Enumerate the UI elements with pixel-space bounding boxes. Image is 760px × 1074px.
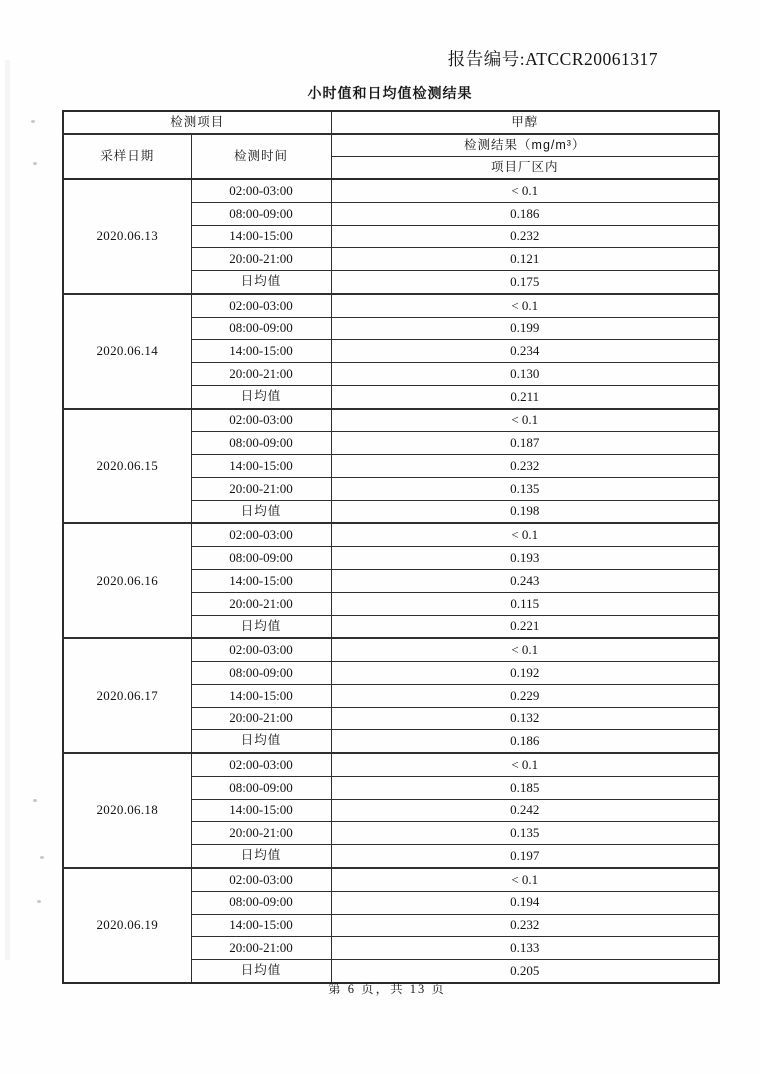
result-value-cell: 0.192 <box>331 662 719 685</box>
result-value-cell: < 0.1 <box>331 868 719 891</box>
time-slot-cell: 20:00-21:00 <box>191 477 331 500</box>
result-value-cell: 0.187 <box>331 432 719 455</box>
scan-artifact <box>33 799 37 802</box>
daily-average-label-cell: 日均值 <box>191 730 331 753</box>
time-slot-cell: 14:00-15:00 <box>191 340 331 363</box>
time-slot-cell: 20:00-21:00 <box>191 592 331 615</box>
result-value-cell: 0.135 <box>331 822 719 845</box>
time-slot-cell: 02:00-03:00 <box>191 638 331 661</box>
time-slot-cell: 02:00-03:00 <box>191 868 331 891</box>
table-row <box>63 294 719 317</box>
time-slot-cell: 14:00-15:00 <box>191 684 331 707</box>
table-row <box>63 523 719 546</box>
time-slot-cell: 08:00-09:00 <box>191 317 331 340</box>
result-value-cell: < 0.1 <box>331 523 719 546</box>
result-value-cell: < 0.1 <box>331 179 719 202</box>
result-value-cell: 0.175 <box>331 271 719 294</box>
table-row <box>63 753 719 776</box>
time-slot-cell: 02:00-03:00 <box>191 409 331 432</box>
result-value-cell: 0.121 <box>331 248 719 271</box>
time-slot-cell: 14:00-15:00 <box>191 455 331 478</box>
results-table <box>62 110 720 984</box>
time-slot-cell: 02:00-03:00 <box>191 523 331 546</box>
scan-artifact <box>37 900 41 903</box>
result-value-cell: 0.232 <box>331 225 719 248</box>
time-slot-cell: 14:00-15:00 <box>191 570 331 593</box>
result-value-cell: 0.194 <box>331 891 719 914</box>
result-value-cell: < 0.1 <box>331 753 719 776</box>
results-tbody <box>63 179 719 983</box>
result-value-cell: 0.197 <box>331 845 719 868</box>
time-slot-cell: 14:00-15:00 <box>191 914 331 937</box>
detect-time-header: 检测时间 <box>191 134 331 179</box>
time-slot-cell: 08:00-09:00 <box>191 547 331 570</box>
time-slot-cell: 02:00-03:00 <box>191 753 331 776</box>
daily-average-label-cell: 日均值 <box>191 385 331 408</box>
table-row <box>63 179 719 202</box>
sample-date-cell: 2020.06.18 <box>63 753 191 868</box>
time-slot-cell: 08:00-09:00 <box>191 202 331 225</box>
result-value-cell: 0.193 <box>331 547 719 570</box>
result-value-cell: 0.205 <box>331 960 719 983</box>
scan-edge-artifact <box>5 60 10 960</box>
time-slot-cell: 20:00-21:00 <box>191 248 331 271</box>
time-slot-cell: 20:00-21:00 <box>191 363 331 386</box>
daily-average-label-cell: 日均值 <box>191 271 331 294</box>
sample-date-cell: 2020.06.15 <box>63 409 191 524</box>
result-value-cell: < 0.1 <box>331 638 719 661</box>
location-header: 项目厂区内 <box>331 157 719 180</box>
scan-artifact <box>31 120 35 123</box>
sample-date-cell: 2020.06.16 <box>63 523 191 638</box>
result-value-cell: 0.186 <box>331 730 719 753</box>
result-value-cell: 0.130 <box>331 363 719 386</box>
result-value-cell: < 0.1 <box>331 294 719 317</box>
item-label-cell: 检测项目 <box>63 111 331 134</box>
result-value-cell: 0.232 <box>331 455 719 478</box>
time-slot-cell: 20:00-21:00 <box>191 707 331 730</box>
result-value-cell: 0.199 <box>331 317 719 340</box>
time-slot-cell: 20:00-21:00 <box>191 937 331 960</box>
table-row <box>63 868 719 891</box>
result-value-cell: 0.115 <box>331 592 719 615</box>
sample-date-header: 采样日期 <box>63 134 191 179</box>
scan-artifact <box>33 162 37 165</box>
table-title: 小时值和日均值检测结果 <box>307 85 473 101</box>
result-value-cell: 0.234 <box>331 340 719 363</box>
result-value-cell: 0.135 <box>331 477 719 500</box>
daily-average-label-cell: 日均值 <box>191 615 331 638</box>
time-slot-cell: 14:00-15:00 <box>191 225 331 248</box>
header-row-result-unit <box>63 134 719 157</box>
sample-date-cell: 2020.06.17 <box>63 638 191 753</box>
analyte-cell: 甲醇 <box>331 111 719 134</box>
result-value-cell: 0.185 <box>331 776 719 799</box>
result-value-cell: 0.221 <box>331 615 719 638</box>
result-value-cell: < 0.1 <box>331 409 719 432</box>
result-value-cell: 0.229 <box>331 684 719 707</box>
table-row <box>63 409 719 432</box>
result-value-cell: 0.132 <box>331 707 719 730</box>
table-row <box>63 638 719 661</box>
daily-average-label-cell: 日均值 <box>191 960 331 983</box>
report-number: 报告编号:ATCCR20061317 <box>447 49 658 69</box>
header-row-item <box>63 111 719 134</box>
time-slot-cell: 20:00-21:00 <box>191 822 331 845</box>
daily-average-label-cell: 日均值 <box>191 500 331 523</box>
results-header <box>63 111 719 179</box>
time-slot-cell: 14:00-15:00 <box>191 799 331 822</box>
result-value-cell: 0.133 <box>331 937 719 960</box>
result-value-cell: 0.211 <box>331 385 719 408</box>
scan-artifact <box>40 856 44 859</box>
sample-date-cell: 2020.06.19 <box>63 868 191 983</box>
result-unit-header: 检测结果（mg/m³） <box>331 134 719 157</box>
time-slot-cell: 08:00-09:00 <box>191 891 331 914</box>
time-slot-cell: 08:00-09:00 <box>191 432 331 455</box>
sample-date-cell: 2020.06.13 <box>63 179 191 294</box>
result-value-cell: 0.232 <box>331 914 719 937</box>
result-value-cell: 0.242 <box>331 799 719 822</box>
result-value-cell: 0.198 <box>331 500 719 523</box>
result-value-cell: 0.186 <box>331 202 719 225</box>
time-slot-cell: 02:00-03:00 <box>191 294 331 317</box>
time-slot-cell: 08:00-09:00 <box>191 776 331 799</box>
page-number: 第 6 页，共 13 页 <box>328 982 446 996</box>
result-value-cell: 0.243 <box>331 570 719 593</box>
time-slot-cell: 02:00-03:00 <box>191 179 331 202</box>
sample-date-cell: 2020.06.14 <box>63 294 191 409</box>
time-slot-cell: 08:00-09:00 <box>191 662 331 685</box>
daily-average-label-cell: 日均值 <box>191 845 331 868</box>
